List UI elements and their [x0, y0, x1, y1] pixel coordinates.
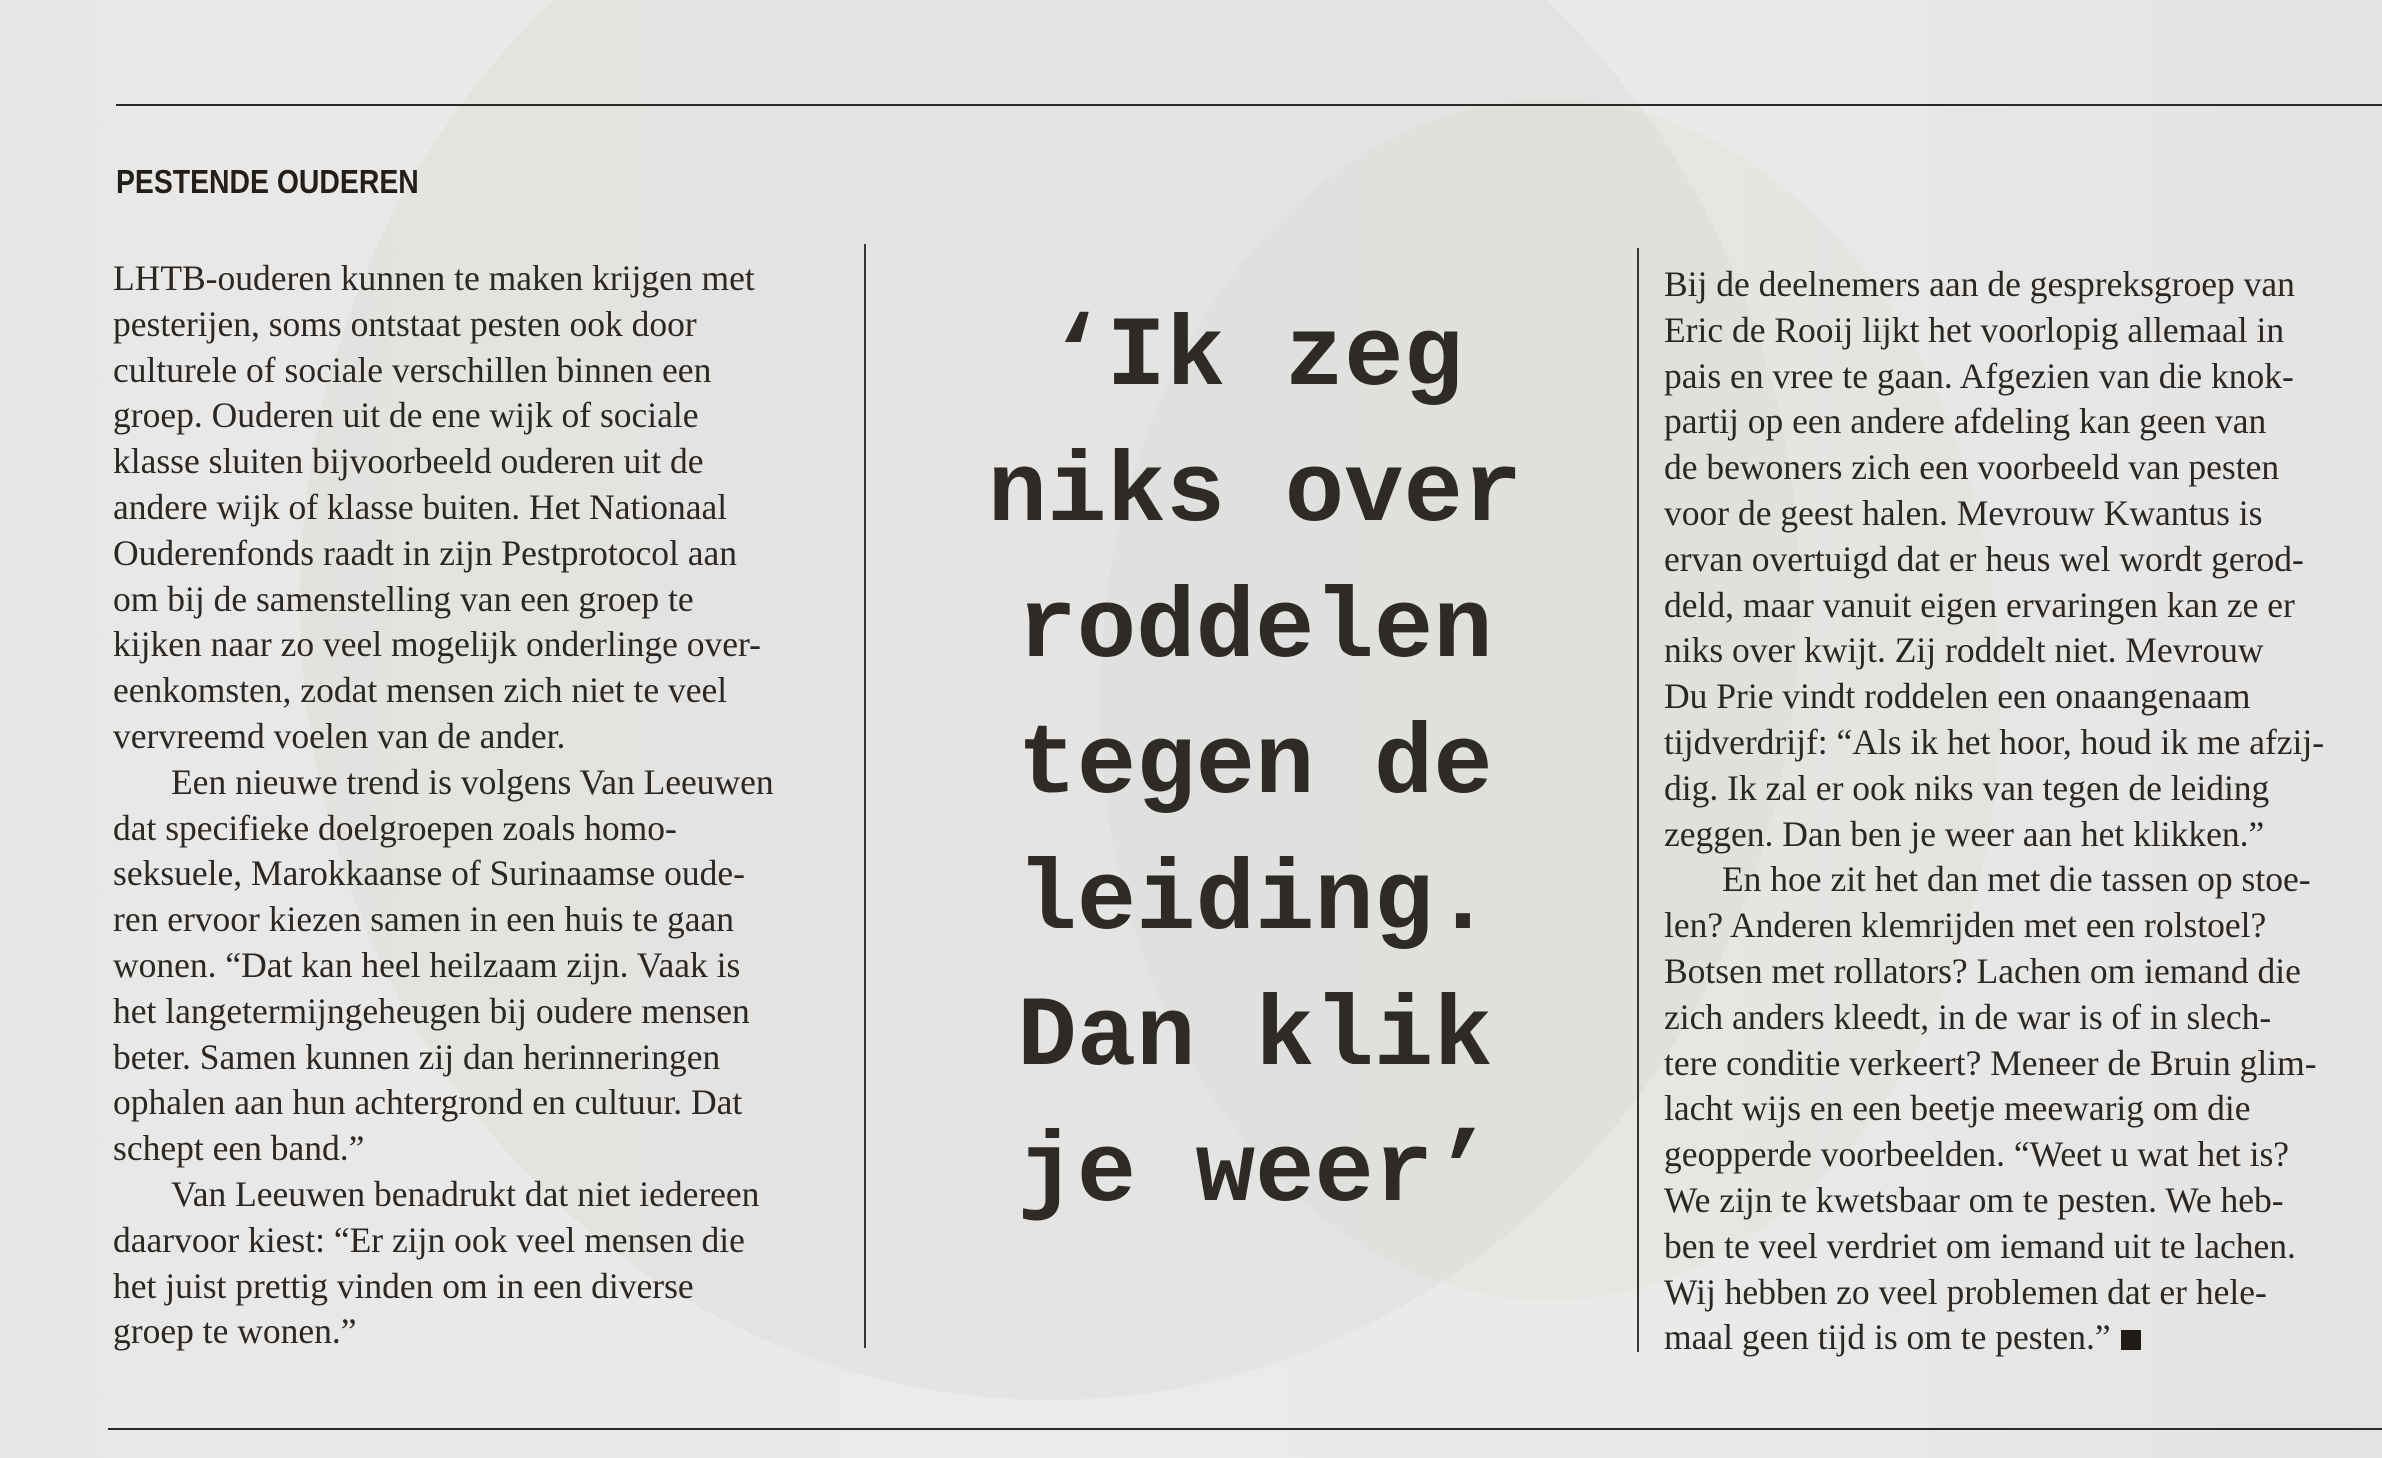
left-column	[113, 256, 853, 1355]
pull-quote-line: leiding.	[1017, 846, 1493, 958]
pull-quote-line: niks over	[987, 438, 1523, 550]
text-line: deld, maar vanuit eigen ervaringen kan ze er	[1664, 584, 2295, 625]
top-rule	[116, 104, 2382, 106]
text-line: partij op een andere afdeling kan geen van	[1664, 401, 2267, 442]
text-line: andere wijk of klasse buiten. Het Nationaal	[113, 486, 728, 527]
text-line: voor de geest halen. Mevrouw Kwantus is	[1664, 492, 2263, 533]
text-line: klasse sluiten bijvoorbeeld ouderen uit de	[113, 441, 704, 482]
text-line: tere conditie verkeert? Meneer de Bruin glim-	[1664, 1042, 2317, 1083]
end-of-article-square-icon	[2121, 1330, 2141, 1350]
text-line: tijdverdrijf: “Als ik het hoor, houd ik me afzij-	[1664, 721, 2325, 762]
text-line: geopperde voorbeelden. “Weet u wat het is?	[1664, 1134, 2290, 1175]
text-line: het juist prettig vinden om in een diverse	[113, 1265, 694, 1306]
text-line: het langetermijngeheugen bij oudere mensen	[113, 990, 750, 1031]
text-line: niks over kwijt. Zij roddelt niet. Mevrouw	[1664, 630, 2264, 671]
text-line	[1664, 1315, 2382, 1361]
text-line: Du Prie vindt roddelen een onaangenaam	[1664, 676, 2251, 717]
text-line: dat specifieke doelgroepen zoals homo-	[113, 807, 677, 848]
text-line: ophalen aan hun achtergrond en cultuur. Dat	[113, 1082, 743, 1123]
text-line: En hoe zit het dan met die tassen op stoe-	[1722, 859, 2311, 900]
text-line: pesterijen, soms ontstaat pesten ook door	[113, 303, 697, 344]
text-line: pais en vree te gaan. Afgezien van die knok-	[1664, 355, 2294, 396]
text-line: lacht wijs en een beetje meewarig om die	[1664, 1088, 2251, 1129]
pull-quote	[880, 290, 1630, 1242]
text-line: Bij de deelnemers aan de gespreksgroep van	[1664, 264, 2295, 304]
text-line: Wij hebben zo veel problemen dat er hele-	[1664, 1271, 2267, 1312]
pull-quote-line: ‘Ik zeg	[1047, 302, 1463, 414]
text-line: zeggen. Dan ben je weer aan het klikken.”	[1664, 813, 2265, 854]
text-line: zich anders kleedt, in de war is of in slech-	[1664, 996, 2272, 1037]
pull-quote-line: je weer’	[1017, 1118, 1493, 1230]
bottom-rule	[108, 1428, 2382, 1430]
text-line: culturele of sociale verschillen binnen een	[113, 349, 712, 390]
text-line: daarvoor kiest: “Er zijn ook veel mensen die	[113, 1219, 745, 1260]
text-line: ren ervoor kiezen samen in een huis te gaan	[113, 899, 734, 940]
text-line: Eric de Rooij lijkt het voorlopig allemaal in	[1664, 309, 2285, 350]
section-heading: PESTENDE OUDEREN	[116, 163, 419, 200]
text-line: We zijn te kwetsbaar om te pesten. We heb-	[1664, 1179, 2284, 1220]
text-line: Botsen met rollators? Lachen om iemand die	[1664, 950, 2301, 991]
text-line: schept een band.”	[113, 1128, 365, 1169]
column-divider	[1637, 248, 1639, 1352]
text-line: Ouderenfonds raadt in zijn Pestprotocol aan	[113, 532, 738, 573]
text-line: wonen. “Dat kan heel heilzaam zijn. Vaak is	[113, 944, 741, 985]
text-line: groep te wonen.”	[113, 1311, 357, 1352]
column-divider	[864, 244, 866, 1348]
right-column	[1664, 262, 2382, 1361]
text-line-content: maal geen tijd is om te pesten.”	[1664, 1317, 2111, 1358]
text-line: om bij de samenstelling van een groep te	[113, 578, 694, 619]
pull-quote-line: roddelen	[1017, 574, 1493, 686]
text-line: LHTB-ouderen kunnen te maken krijgen met	[113, 258, 755, 298]
text-line: vervreemd voelen van de ander.	[113, 715, 566, 756]
text-line: len? Anderen klemrijden met een rolstoel?	[1664, 905, 2267, 946]
text-line: eenkomsten, zodat mensen zich niet te veel	[113, 670, 728, 711]
text-line: seksuele, Marokkaanse of Surinaamse oude-	[113, 853, 745, 894]
text-line: ben te veel verdriet om iemand uit te lachen.	[1664, 1225, 2296, 1266]
pull-quote-line: tegen de	[1017, 710, 1493, 822]
text-line: Een nieuwe trend is volgens Van Leeuwen	[171, 761, 774, 802]
pull-quote-line: Dan klik	[1017, 982, 1493, 1094]
text-line: kijken naar zo veel mogelijk onderlinge over-	[113, 624, 761, 665]
text-line: dig. Ik zal er ook niks van tegen de leiding	[1664, 767, 2270, 808]
text-line: groep. Ouderen uit de ene wijk of sociale	[113, 395, 699, 436]
text-line: Van Leeuwen benadrukt dat niet iedereen	[171, 1173, 760, 1214]
text-line: de bewoners zich een voorbeeld van pesten	[1664, 447, 2280, 488]
text-line: ervan overtuigd dat er heus wel wordt gerod-	[1664, 538, 2304, 579]
text-line: beter. Samen kunnen zij dan herinneringen	[113, 1036, 721, 1077]
